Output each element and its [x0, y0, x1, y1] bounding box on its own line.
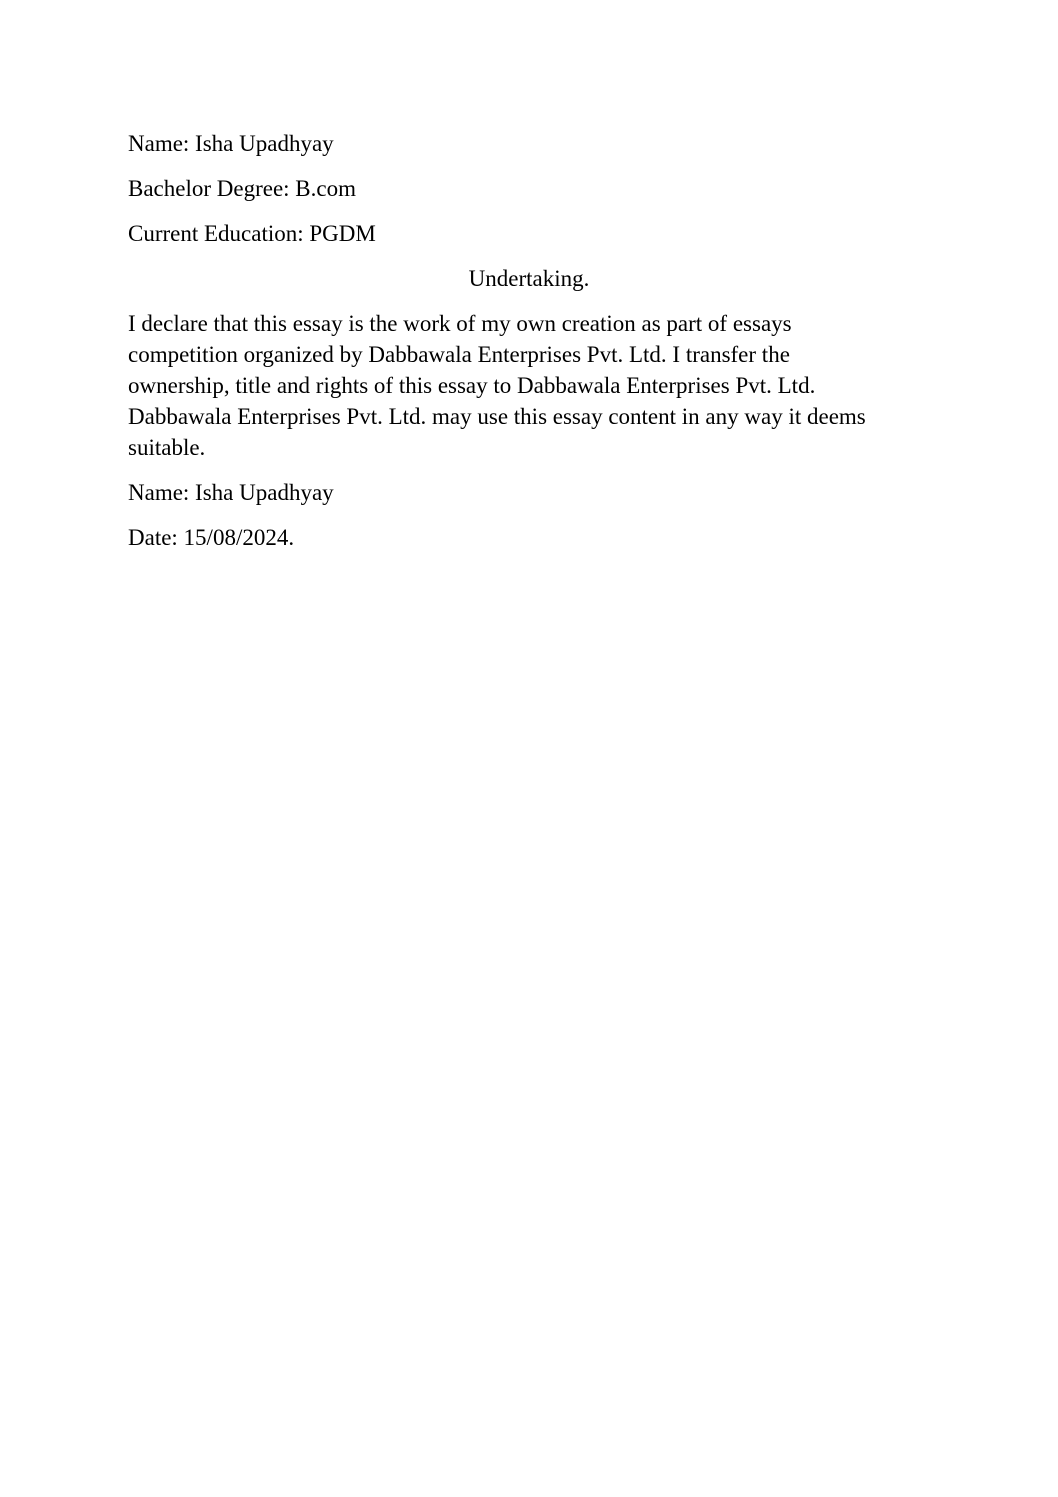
declaration-line: ownership, title and rights of this essay to Dabbawala Enterprises Pvt. Ltd.	[128, 373, 816, 398]
signatory-name: Name: Isha Upadhyay	[128, 480, 334, 505]
declaration-paragraph	[128, 308, 938, 463]
document-title: Undertaking.	[468, 266, 590, 291]
declaration-line: competition organized by Dabbawala Enterprises Pvt. Ltd. I transfer the	[128, 342, 790, 367]
declaration-date: Date: 15/08/2024.	[128, 525, 295, 550]
bachelor-degree: Bachelor Degree: B.com	[128, 176, 356, 201]
applicant-name: Name: Isha Upadhyay	[128, 131, 334, 156]
declaration-line: I declare that this essay is the work of my own creation as part of essays	[128, 311, 792, 336]
declaration-line: suitable.	[128, 435, 206, 460]
current-education: Current Education: PGDM	[128, 221, 376, 246]
document-content	[128, 128, 938, 567]
declaration-line: Dabbawala Enterprises Pvt. Ltd. may use this essay content in any way it deems	[128, 404, 866, 429]
